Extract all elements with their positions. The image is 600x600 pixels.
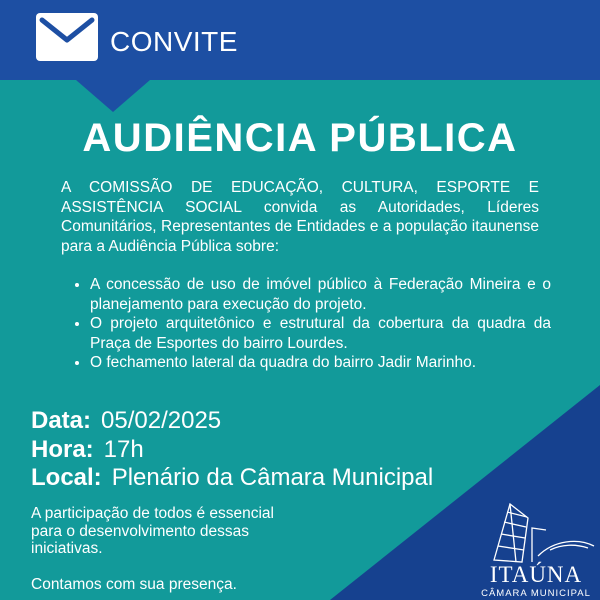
mail-icon [36,13,98,61]
topic-item: • O projeto arquitetônico e estrutural da cobertura da quadra da Praça de Esportes do bairro Lourdes. [90,314,551,353]
place-label: Local: [31,464,102,491]
logo-name: ITAÚNA [489,562,583,587]
place-value: Plenário da Câmara Municipal [111,464,434,491]
time-row [31,436,144,464]
topic-item: • A concessão de uso de imóvel público à Federação Mineira e o planejamento para execução do projeto. [90,275,551,314]
intro-paragraph: A COMISSÃO DE EDUCAÇÃO, CULTURA, ESPORTE E ASSISTÊNCIA SOCIAL convida as Autoridades, Líderes Comunitários, Representantes de Entidades e a população itaunense para a Audiência Pública sobre: [61,179,539,255]
date-row [31,407,221,435]
topic-list [78,275,551,373]
thanks-text: Contamos com sua presença. [31,576,237,593]
logo-subtitle: CÂMARA MUNICIPAL [481,588,591,599]
date-value: 05/02/2025 [101,407,222,434]
topic-item: • O fechamento lateral da quadra do bairro Jadir Marinho. [90,353,551,373]
header-title: CONVITE [110,26,238,57]
time-value: 17h [103,436,144,463]
closing-paragraph: A participação de todos é essencial para o desenvolvimento dessas iniciativas. [31,505,274,557]
main-title: AUDIÊNCIA PÚBLICA [82,116,518,160]
time-label: Hora: [31,436,94,463]
place-row [31,464,433,492]
date-label: Data: [31,407,92,434]
